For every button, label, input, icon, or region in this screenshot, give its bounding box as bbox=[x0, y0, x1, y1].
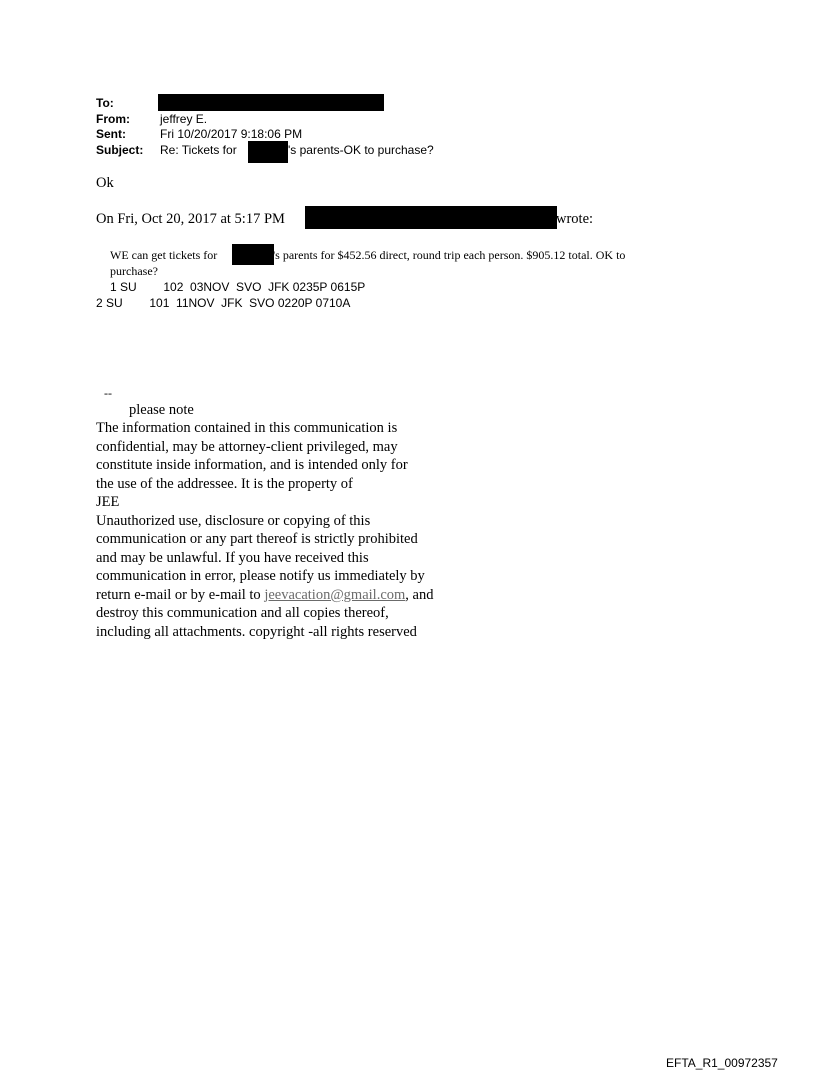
confidentiality-disclaimer bbox=[96, 419, 486, 641]
email-line-suffix: , and bbox=[405, 586, 434, 603]
signature-please-note: please note bbox=[129, 402, 194, 418]
quote-line1-prefix: WE can get tickets for bbox=[110, 248, 218, 262]
disclaimer-email-line bbox=[96, 586, 486, 605]
redaction-subject bbox=[248, 141, 288, 163]
quote-intro-suffix: wrote: bbox=[556, 211, 594, 227]
email-link[interactable]: jeevacation@gmail.com bbox=[264, 586, 406, 603]
quote-line1-suffix: 's parents for $452.56 direct, round trip each person. $905.12 total. OK to bbox=[273, 248, 626, 262]
disclaimer-line: the use of the addressee. It is the property of bbox=[96, 475, 353, 492]
disclaimer-line: constitute inside information, and is intended only for bbox=[96, 457, 408, 473]
document-id: EFTA_R1_00972357 bbox=[666, 1056, 778, 1070]
redaction-quote bbox=[232, 244, 274, 265]
quote-line2: purchase? bbox=[110, 264, 158, 278]
disclaimer-line: communication in error, please notify us immediately by bbox=[96, 568, 425, 584]
disclaimer-line: The information contained in this communication is bbox=[96, 420, 398, 436]
from-value: jeffrey E. bbox=[160, 112, 208, 126]
sent-label: Sent: bbox=[96, 127, 126, 141]
email-line-prefix: return e-mail or by e-mail to bbox=[96, 586, 265, 603]
subject-suffix: 's parents-OK to purchase? bbox=[288, 143, 434, 157]
disclaimer-line: Unauthorized use, disclosure or copying of this bbox=[96, 512, 371, 529]
to-label: To: bbox=[96, 96, 114, 110]
signature-dashes: -- bbox=[104, 386, 112, 400]
disclaimer-line: confidential, may be attorney-client privileged, may bbox=[96, 438, 398, 455]
disclaimer-line: and may be unlawful. If you have received this bbox=[96, 549, 369, 566]
disclaimer-line: communication or any part thereof is strictly prohibited bbox=[96, 531, 418, 547]
itinerary-line-1: 1 SU 102 03NOV SVO JFK 0235P 0615P bbox=[110, 280, 366, 294]
from-label: From: bbox=[96, 112, 130, 126]
subject-prefix: Re: Tickets for bbox=[160, 143, 237, 157]
itinerary-line-2: 2 SU 101 11NOV JFK SVO 0220P 0710A bbox=[96, 296, 351, 310]
disclaimer-line: including all attachments. copyright -all rights reserved bbox=[96, 623, 417, 640]
reply-text: Ok bbox=[96, 175, 114, 191]
sent-value: Fri 10/20/2017 9:18:06 PM bbox=[160, 127, 303, 141]
subject-label: Subject: bbox=[96, 143, 144, 157]
quote-intro-prefix: On Fri, Oct 20, 2017 at 5:17 PM bbox=[96, 211, 285, 227]
disclaimer-line: JEE bbox=[96, 494, 120, 510]
redaction-to bbox=[158, 94, 384, 111]
disclaimer-line: destroy this communication and all copies thereof, bbox=[96, 605, 389, 621]
redaction-sender bbox=[305, 206, 557, 229]
